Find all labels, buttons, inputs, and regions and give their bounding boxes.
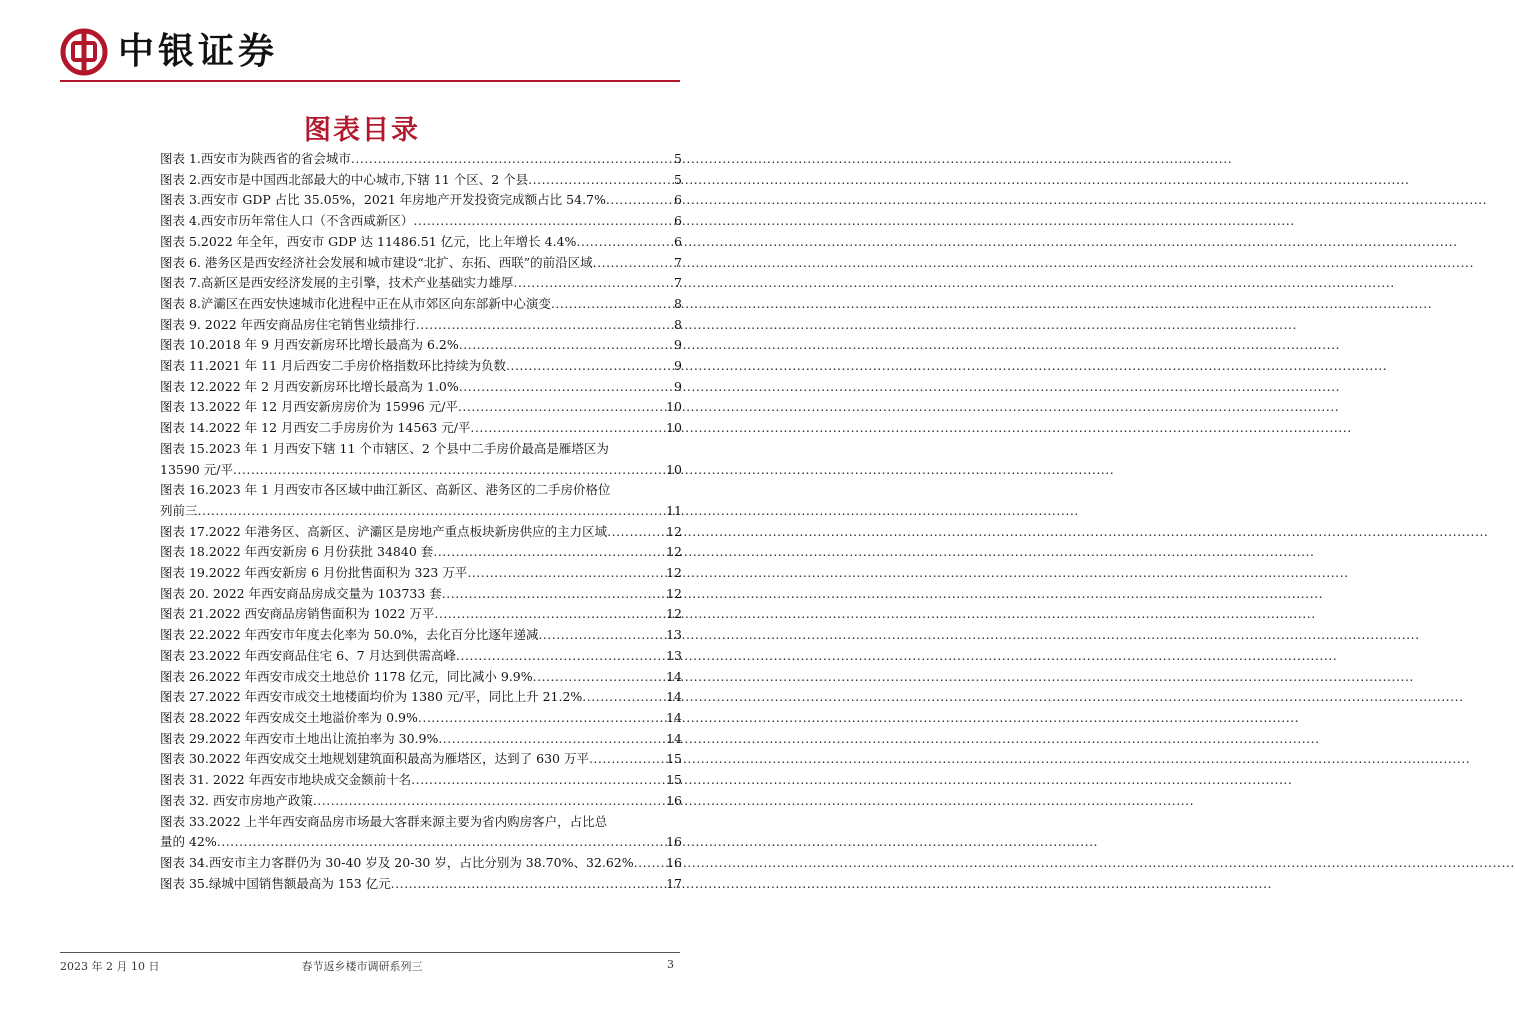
toc-entry-page: 16: [666, 854, 682, 870]
toc-entry-page: 14: [666, 689, 682, 705]
toc-entry-label: 图表 18.2022 年西安新房 6 月份获批 34840 套: [160, 544, 434, 560]
toc-entry-label: 图表 10.2018 年 9 月西安新房环比增长最高为 6.2%: [160, 337, 459, 353]
toc-entry-label: 图表 14.2022 年 12 月西安二手房房价为 14563 元/平: [160, 420, 471, 436]
dot-leader: [217, 832, 665, 853]
toc-entry-page: 12: [666, 606, 682, 622]
toc-entry-page: 16: [666, 834, 682, 850]
toc-entry[interactable]: [160, 749, 682, 770]
toc-entry[interactable]: [160, 335, 682, 356]
toc-entry[interactable]: [160, 770, 682, 791]
toc-entry-page: 8: [674, 295, 682, 311]
footer-page-number: 3: [667, 958, 674, 971]
toc-entry[interactable]: [160, 232, 682, 253]
toc-entry-label: 图表 11.2021 年 11 月后西安二手房价格指数环比持续为负数: [160, 358, 506, 374]
dot-leader: [467, 563, 665, 584]
toc-entry-label: 图表 8.浐灞区在西安快速城市化进程中正在从市郊区向东部新中心演变: [160, 295, 551, 311]
toc-entry-page: 6: [674, 192, 682, 208]
dot-leader: [458, 397, 665, 418]
toc-entry[interactable]: [160, 397, 682, 418]
toc-entry-page: 9: [674, 337, 682, 353]
toc-entry[interactable]: [160, 149, 682, 170]
toc-entry[interactable]: [160, 439, 682, 480]
toc-entry-page: 12: [666, 523, 682, 539]
toc-entry-page: 17: [666, 875, 682, 891]
toc-entry[interactable]: [160, 418, 682, 439]
toc-entry-label: 图表 15.2023 年 1 月西安下辖 11 个市辖区、2 个县中二手房价最高是雁塔区为: [160, 440, 609, 456]
toc-entry[interactable]: [160, 294, 682, 315]
toc-entry[interactable]: [160, 170, 682, 191]
toc-entry[interactable]: [160, 708, 682, 729]
toc-entry[interactable]: [160, 315, 682, 336]
toc-entry-label: 图表 30.2022 年西安成交土地规划建筑面积最高为雁塔区，达到了 630 万平: [160, 751, 589, 767]
toc-entry-label: 图表 31. 2022 年西安市地块成交金额前十名: [160, 772, 412, 788]
toc-entry[interactable]: [160, 729, 682, 750]
toc-entry-label: 图表 1.西安市为陕西省的省会城市: [160, 151, 351, 166]
toc-entry[interactable]: [160, 522, 682, 543]
toc-entry-page: 10: [666, 420, 682, 436]
toc-entry-label: 图表 28.2022 年西安成交土地溢价率为 0.9%: [160, 709, 418, 725]
toc-entry-page: 14: [666, 668, 682, 684]
table-of-figures: [160, 149, 682, 894]
toc-entry-page: 6: [674, 213, 682, 229]
toc-entry-label: 图表 19.2022 年西安新房 6 月份批售面积为 323 万平: [160, 565, 468, 581]
dot-leader: [576, 232, 673, 253]
toc-entry-page: 12: [666, 544, 682, 560]
toc-entry-label: 图表 22.2022 年西安市年度去化率为 50.0%，去化百分比逐年递减: [160, 627, 539, 643]
toc-entry-label: 图表 23.2022 年西安商品住宅 6、7 月达到供需高峰: [160, 647, 456, 663]
dot-leader: [459, 335, 673, 356]
toc-entry-page: 9: [674, 358, 682, 374]
toc-entry[interactable]: [160, 377, 682, 398]
toc-entry[interactable]: [160, 812, 682, 853]
footer-series-title: 春节返乡楼市调研系列三: [301, 960, 423, 973]
dot-leader: [198, 501, 666, 522]
toc-entry-label: 图表 33.2022 上半年西安商品房市场最大客群来源主要为省内购房客户，占比总: [160, 813, 608, 829]
toc-entry[interactable]: [160, 667, 682, 688]
toc-entry[interactable]: [160, 604, 682, 625]
page-header: [60, 26, 680, 78]
dot-leader: [456, 646, 665, 667]
dot-leader: [411, 770, 665, 791]
toc-entry-page: 15: [666, 772, 682, 788]
toc-entry-label: 图表 6. 港务区是西安经济社会发展和城市建设“北扩、东拓、西联”的前沿区域: [160, 254, 593, 270]
toc-entry-page: 7: [674, 254, 682, 270]
toc-entry-label: 图表 2.西安市是中国西北部最大的中心城市,下辖 11 个区、2 个县: [160, 171, 529, 187]
toc-entry-label: 图表 35.绿城中国销售额最高为 153 亿元: [160, 875, 391, 891]
dot-leader: [434, 604, 665, 625]
toc-entry-label-continued: 量的 42%: [160, 834, 217, 850]
toc-entry-label: 图表 16.2023 年 1 月西安市各区域中曲江新区、高新区、港务区的二手房价格位: [160, 482, 611, 498]
dot-leader: [513, 273, 673, 294]
dot-leader: [589, 749, 665, 770]
bank-of-china-logo-icon: [60, 28, 108, 76]
dot-leader: [459, 377, 673, 398]
footer-divider: [60, 952, 680, 953]
toc-entry-page: 16: [666, 792, 682, 808]
dot-leader: [438, 729, 665, 750]
dot-leader: [506, 356, 673, 377]
toc-entry-page: 15: [666, 751, 682, 767]
toc-entry-label: 图表 21.2022 西安商品房销售面积为 1022 万平: [160, 606, 435, 622]
toc-entry[interactable]: [160, 563, 682, 584]
toc-entry-label: 图表 4.西安市历年常住人口（不含西咸新区）: [160, 213, 414, 229]
dot-leader: [442, 584, 665, 605]
toc-entry[interactable]: [160, 190, 682, 211]
toc-entry-label: 图表 5.2022 年全年，西安市 GDP 达 11486.51 亿元，比上年增长 4.4%: [160, 233, 577, 249]
dot-leader: [582, 687, 665, 708]
toc-entry[interactable]: [160, 625, 682, 646]
toc-entry[interactable]: [160, 853, 682, 874]
toc-entry[interactable]: [160, 687, 682, 708]
dot-leader: [606, 190, 673, 211]
dot-leader: [433, 542, 665, 563]
dot-leader: [533, 667, 665, 688]
toc-entry-label-continued: 13590 元/平: [160, 461, 233, 477]
toc-entry-label-continued: 列前三: [160, 502, 198, 518]
toc-entry-page: 12: [666, 565, 682, 581]
toc-entry-page: 11: [666, 502, 682, 518]
dot-leader: [607, 522, 665, 543]
toc-entry[interactable]: [160, 253, 682, 274]
toc-entry[interactable]: [160, 791, 682, 812]
toc-entry-page: 14: [666, 709, 682, 725]
dot-leader: [313, 791, 665, 812]
toc-entry[interactable]: [160, 211, 682, 232]
dot-leader: [413, 211, 673, 232]
dot-leader: [416, 315, 673, 336]
toc-entry-label: 图表 7.高新区是西安经济发展的主引擎，技术产业基础实力雄厚: [160, 275, 514, 291]
dot-leader: [391, 874, 665, 895]
toc-entry-page: 6: [674, 233, 682, 249]
toc-entry-page: 5: [674, 171, 682, 187]
toc-entry-label: 图表 20. 2022 年西安商品房成交量为 103733 套: [160, 585, 442, 601]
toc-entry-label: 图表 32. 西安市房地产政策: [160, 792, 313, 808]
toc-entry-label: 图表 29.2022 年西安市土地出让流拍率为 30.9%: [160, 730, 439, 746]
page-title: 图表目录: [304, 115, 420, 146]
toc-entry-page: 13: [666, 647, 682, 663]
dot-leader: [593, 253, 673, 274]
toc-entry-page: 8: [674, 316, 682, 332]
toc-entry-page: 13: [666, 627, 682, 643]
toc-entry[interactable]: [160, 273, 682, 294]
dot-leader: [233, 460, 665, 481]
toc-entry-label: 图表 34.西安市主力客群仍为 30-40 岁及 20-30 岁，占比分别为 38.70%、32.62%: [160, 854, 634, 870]
dot-leader: [418, 708, 665, 729]
toc-entry-page: 9: [674, 378, 682, 394]
dot-leader: [528, 170, 673, 191]
toc-entry-page: 5: [674, 151, 682, 166]
toc-entry-label: 图表 13.2022 年 12 月西安新房房价为 15996 元/平: [160, 399, 458, 415]
toc-entry[interactable]: [160, 480, 682, 521]
dot-leader: [634, 853, 665, 874]
dot-leader: [538, 625, 665, 646]
toc-entry-label: 图表 26.2022 年西安市成交土地总价 1178 亿元，同比减小 9.9%: [160, 668, 533, 684]
toc-entry-page: 14: [666, 730, 682, 746]
dot-leader: [551, 294, 673, 315]
toc-entry-page: 7: [674, 275, 682, 291]
toc-entry[interactable]: [160, 646, 682, 667]
dot-leader: [351, 149, 673, 170]
toc-entry[interactable]: [160, 584, 682, 605]
toc-entry[interactable]: [160, 542, 682, 563]
brand-name: 中银证券: [118, 31, 279, 72]
toc-entry-label: 图表 17.2022 年港务区、高新区、浐灞区是房地产重点板块新房供应的主力区域: [160, 523, 608, 539]
toc-entry-label: 图表 3.西安市 GDP 占比 35.05%，2021 年房地产开发投资完成额占比 54.7%: [160, 192, 606, 208]
toc-entry[interactable]: [160, 874, 682, 895]
footer-date: 2023 年 2 月 10 日: [60, 960, 160, 973]
header-divider: [60, 80, 680, 82]
toc-entry-page: 12: [666, 585, 682, 601]
toc-entry-page: 10: [666, 461, 682, 477]
toc-entry-label: 图表 9. 2022 年西安商品房住宅销售业绩排行: [160, 316, 416, 332]
toc-entry-label: 图表 27.2022 年西安市成交土地楼面均价为 1380 元/平，同比上升 21.2%: [160, 689, 583, 705]
dot-leader: [470, 418, 665, 439]
toc-entry[interactable]: [160, 356, 682, 377]
toc-entry-label: 图表 12.2022 年 2 月西安新房环比增长最高为 1.0%: [160, 378, 459, 394]
toc-entry-page: 10: [666, 399, 682, 415]
